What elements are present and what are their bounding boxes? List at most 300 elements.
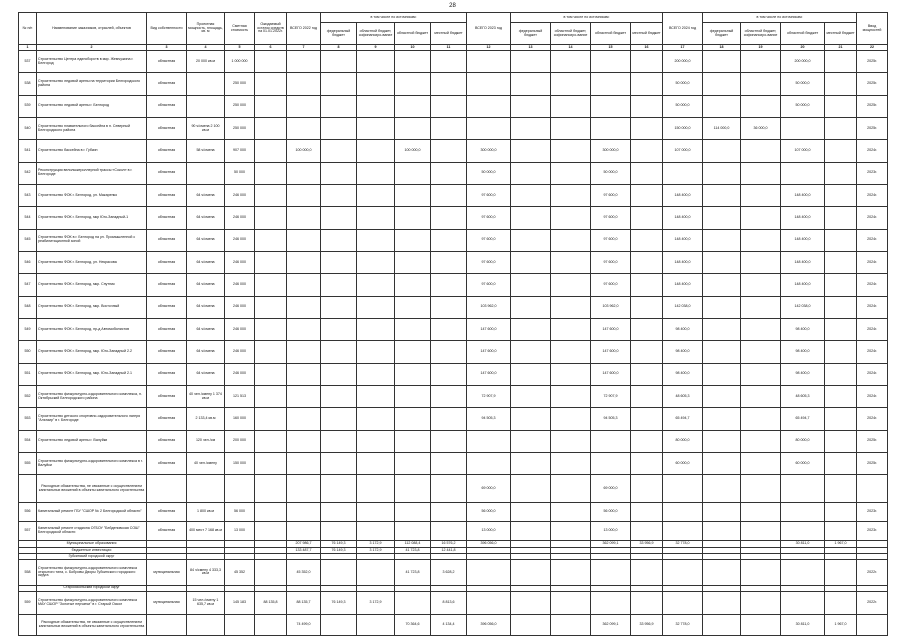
row-number: 540	[19, 117, 37, 139]
row-owner: областная	[147, 229, 187, 251]
row-cost: 50 000	[225, 162, 255, 184]
row-remaining	[255, 341, 287, 363]
page-number: 28	[449, 3, 456, 9]
federal-2024	[703, 229, 741, 251]
commission-year: 2025г.	[857, 95, 888, 117]
local-2022	[431, 363, 467, 385]
regional-2024: 50 000,0	[781, 73, 825, 95]
regional-2023: 50 000,0	[591, 162, 631, 184]
total-2022	[287, 318, 321, 340]
regional-2022	[395, 430, 431, 452]
col-index: 18	[703, 45, 741, 51]
federal-2022: 76 149,3	[321, 591, 357, 614]
total-2024: 50 000,0	[663, 95, 703, 117]
total-2024: 148 400,0	[663, 229, 703, 251]
total-2023: 97 600,0	[467, 274, 511, 296]
table-row	[19, 318, 888, 340]
federal-2023	[511, 452, 551, 475]
total-2022	[287, 385, 321, 407]
regional-cofin-2022	[357, 274, 395, 296]
regional-cofin-2024	[741, 73, 781, 95]
total-2024: 148 400,0	[663, 274, 703, 296]
local-2024	[825, 363, 857, 385]
federal-2023	[511, 117, 551, 139]
spend-obligations-mun-row	[19, 614, 888, 635]
regional-2024: 148 400,0	[781, 274, 825, 296]
regional-2024: 60 000,0	[781, 452, 825, 475]
regional-2023: 97 600,0	[591, 229, 631, 251]
row-cost: 246 000	[225, 296, 255, 318]
commission-year: 2025г.	[857, 430, 888, 452]
row-number: 543	[19, 184, 37, 206]
regional-cofin-2022	[357, 452, 395, 475]
row-owner: областная	[147, 184, 187, 206]
total-2022: 133 487,7	[287, 547, 321, 553]
table-row	[19, 296, 888, 318]
row-owner: областная	[147, 452, 187, 475]
table-row	[19, 229, 888, 251]
regional-2022	[395, 296, 431, 318]
total-2024: 148 400,0	[663, 251, 703, 273]
investment-table	[18, 12, 888, 636]
regional-2024: 107 000,0	[781, 140, 825, 162]
row-name: Строительство ФОК г. Белгород, ул. Некрасова	[37, 251, 147, 273]
regional-2023: 69 000,0	[591, 475, 631, 502]
regional-2023: 97 600,0	[591, 274, 631, 296]
local-2024	[825, 341, 857, 363]
col-index: 13	[511, 45, 551, 51]
local-2022	[431, 296, 467, 318]
total-2022	[287, 452, 321, 475]
federal-2022	[321, 452, 357, 475]
regional-cofin-2022	[357, 51, 395, 73]
local-2023	[631, 140, 663, 162]
total-2024: 142 038,0	[663, 296, 703, 318]
local-2022: 4 134,4	[431, 614, 467, 635]
local-2022: 3 628,2	[431, 560, 467, 585]
regional-2022	[395, 274, 431, 296]
district-name: Губкинский городской округ	[37, 554, 147, 560]
sources-2023: в том числе по источникам:	[511, 13, 663, 23]
row-owner: областная	[147, 363, 187, 385]
col-index: 6	[255, 45, 287, 51]
row-cost: 246 000	[225, 251, 255, 273]
regional-cofin-2023	[551, 430, 591, 452]
col-remaining: Ожидаемый остаток средств на 01.01.2022г.	[255, 13, 287, 45]
regional-cofin-2023	[551, 207, 591, 229]
commission-year: 2025г.	[857, 452, 888, 475]
commission-year: 2024г.	[857, 229, 888, 251]
federal-2024	[703, 274, 741, 296]
local-2022	[431, 207, 467, 229]
federal-2024	[703, 296, 741, 318]
local-2024	[825, 117, 857, 139]
commission-year: 2024г.	[857, 274, 888, 296]
col-index: 16	[631, 45, 663, 51]
col-regional-2023: областной бюджет	[591, 23, 631, 45]
regional-2023: 13 000,0	[591, 521, 631, 540]
row-capacity: 64 ч/смена	[187, 184, 225, 206]
col-index: 9	[357, 45, 395, 51]
table-row	[19, 117, 888, 139]
total-2022	[287, 296, 321, 318]
total-2023: 69 000,0	[467, 475, 511, 502]
regional-2024: 30 811,0	[781, 614, 825, 635]
table-row	[19, 408, 888, 430]
row-number: 557	[19, 521, 37, 540]
row-number: 549	[19, 318, 37, 340]
total-2022	[287, 408, 321, 430]
row-remaining	[255, 95, 287, 117]
row-remaining	[255, 296, 287, 318]
row-name: Строительство физкультурно-оздоровительного комплекса МАУ СШОР "Золотые перчатки" в г. Старый Оскол	[37, 591, 147, 614]
row-name: Капитальный ремонт стадиона ОГБОУ "Бейденовская СОШ" Белгородской области	[37, 521, 147, 540]
regional-2023	[591, 452, 631, 475]
table-row	[19, 95, 888, 117]
row-owner: областная	[147, 430, 187, 452]
total-2023	[467, 73, 511, 95]
regional-2023: 97 600,0	[591, 251, 631, 273]
local-2023	[631, 341, 663, 363]
col-regional-cofin-2023: областной бюджет, софинансиро-вание	[551, 23, 591, 45]
regional-cofin-2024	[741, 363, 781, 385]
federal-2024	[703, 162, 741, 184]
row-capacity: 40 чел./смену 1 374 кв.м	[187, 385, 225, 407]
commission-year: 2025г.	[857, 51, 888, 73]
federal-2024	[703, 363, 741, 385]
row-remaining: 88 135,8	[255, 591, 287, 614]
total-2024: 200 000,0	[663, 51, 703, 73]
col-total-2023: ВСЕГО 2023 год	[467, 13, 511, 45]
federal-2024	[703, 95, 741, 117]
row-name: Строительство ледовой арены г. Белгород	[37, 95, 147, 117]
row-capacity: 84 ч/смену 4 333,3 кв.м	[187, 560, 225, 585]
federal-2022: 76 149,3	[321, 547, 357, 553]
local-2024	[825, 51, 857, 73]
row-name: Строительство Центра единоборств в мкр. Жемчужина г. Белгород	[37, 51, 147, 73]
regional-2022	[395, 385, 431, 407]
table-row	[19, 341, 888, 363]
row-cost: 121 513	[225, 385, 255, 407]
local-2022: 8 813,6	[431, 591, 467, 614]
federal-2023	[511, 318, 551, 340]
federal-2022	[321, 296, 357, 318]
row-cost: 246 000	[225, 207, 255, 229]
row-name: Строительство ледовой арены на территории Белгородского района	[37, 73, 147, 95]
row-owner: областная	[147, 296, 187, 318]
row-number: 538	[19, 73, 37, 95]
row-owner: областная	[147, 207, 187, 229]
local-2024	[825, 95, 857, 117]
regional-cofin-2022	[357, 95, 395, 117]
col-regional-2024: областной бюджет	[781, 23, 825, 45]
regional-cofin-2024	[741, 408, 781, 430]
federal-2023	[511, 51, 551, 73]
federal-2023	[511, 274, 551, 296]
row-capacity: 1 800 кв.м	[187, 502, 225, 521]
regional-2024: 148 400,0	[781, 251, 825, 273]
row-owner: областная	[147, 140, 187, 162]
row-number: 550	[19, 341, 37, 363]
local-2024	[825, 452, 857, 475]
federal-2024	[703, 452, 741, 475]
row-name: Строительство ФОК г. Белгород, мкр Юго-Западный-1	[37, 207, 147, 229]
total-2022	[287, 341, 321, 363]
local-2022	[431, 318, 467, 340]
federal-2024	[703, 341, 741, 363]
table-row	[19, 560, 888, 585]
col-index: 5	[225, 45, 255, 51]
regional-2024: 148 400,0	[781, 229, 825, 251]
federal-2022	[321, 385, 357, 407]
local-2024	[825, 184, 857, 206]
regional-cofin-2022	[357, 318, 395, 340]
row-name: Строительство физкультурно-оздоровительного комплекса открытого типа, с. Бобровы Дворы Губкинского городского округа	[37, 560, 147, 585]
regional-cofin-2023	[551, 251, 591, 273]
col-index: 10	[395, 45, 431, 51]
row-name: Строительство ФОК г. Белгород, мкр. Юго-Западный 2.1	[37, 363, 147, 385]
table-row	[19, 591, 888, 614]
commission-year: 2023г.	[857, 502, 888, 521]
table-row	[19, 502, 888, 521]
row-name: Строительство плавательного бассейна в п. Северный Белгородского района	[37, 117, 147, 139]
row-cost: 150 000	[225, 452, 255, 475]
regional-cofin-2024	[741, 341, 781, 363]
regional-2022	[395, 184, 431, 206]
total-2022: 207 986,7	[287, 540, 321, 547]
federal-2023	[511, 95, 551, 117]
total-2022: 45 352,0	[287, 560, 321, 585]
row-remaining	[255, 229, 287, 251]
total-2024: 98 400,0	[663, 318, 703, 340]
regional-cofin-2023	[551, 408, 591, 430]
row-number: 542	[19, 162, 37, 184]
commission-year: 2024г.	[857, 251, 888, 273]
col-index: 17	[663, 45, 703, 51]
regional-2024: 98 400,0	[781, 363, 825, 385]
table-row	[19, 363, 888, 385]
row-remaining	[255, 117, 287, 139]
regional-cofin-2024	[741, 162, 781, 184]
federal-2024	[703, 73, 741, 95]
row-remaining	[255, 430, 287, 452]
col-capacity: Проектная мощность, площадь, кв. м	[187, 13, 225, 45]
regional-cofin-2024	[741, 274, 781, 296]
federal-2024	[703, 51, 741, 73]
row-number: 553	[19, 408, 37, 430]
row-cost: 200 000	[225, 430, 255, 452]
col-total-2024: ВСЕГО 2024 год	[663, 13, 703, 45]
row-number: 545	[19, 229, 37, 251]
regional-2024: 148 400,0	[781, 184, 825, 206]
row-remaining	[255, 140, 287, 162]
local-2024: 1 967,0	[825, 614, 857, 635]
regional-2022	[395, 452, 431, 475]
local-2022	[431, 251, 467, 273]
local-2024	[825, 274, 857, 296]
federal-2023	[511, 207, 551, 229]
total-2023: 97 600,0	[467, 207, 511, 229]
total-2023: 103 962,0	[467, 296, 511, 318]
row-capacity: 58 ч/смена	[187, 140, 225, 162]
local-2024	[825, 140, 857, 162]
regional-2022	[395, 207, 431, 229]
row-cost: 160 000	[225, 408, 255, 430]
regional-cofin-2022	[357, 385, 395, 407]
local-2023	[631, 229, 663, 251]
federal-2023	[511, 140, 551, 162]
row-name: Строительство ФОК г. Белгород, ул. Макаренко	[37, 184, 147, 206]
local-2022: 12 441,8	[431, 547, 467, 553]
local-2023	[631, 408, 663, 430]
regional-2024: 30 811,0	[781, 540, 825, 547]
row-capacity	[187, 73, 225, 95]
row-number: 554	[19, 430, 37, 452]
row-owner: областная	[147, 341, 187, 363]
district-name: Старооскольский городской округ	[37, 585, 147, 591]
regional-cofin-2024	[741, 184, 781, 206]
col-index: 2	[37, 45, 147, 51]
federal-2022	[321, 408, 357, 430]
total-2023	[467, 51, 511, 73]
row-remaining	[255, 408, 287, 430]
local-2023: 33 956,9	[631, 540, 663, 547]
local-2023	[631, 363, 663, 385]
col-no: № п/п	[19, 13, 37, 45]
regional-2023	[591, 51, 631, 73]
regional-cofin-2023	[551, 341, 591, 363]
spend-obligations-row	[19, 475, 888, 502]
federal-2023	[511, 408, 551, 430]
local-2022	[431, 117, 467, 139]
federal-2022	[321, 162, 357, 184]
row-name: Строительство ФОК г. Белгород, мкр. Восточный	[37, 296, 147, 318]
row-capacity: 64 ч/смена	[187, 341, 225, 363]
table-row	[19, 521, 888, 540]
row-capacity: 64 ч/смена	[187, 207, 225, 229]
federal-2023	[511, 73, 551, 95]
table-row	[19, 385, 888, 407]
row-capacity: 120 чел./см	[187, 430, 225, 452]
col-local-2022: местный бюджет	[431, 23, 467, 45]
total-2023: 97 600,0	[467, 184, 511, 206]
regional-2022: 112 088,4	[395, 540, 431, 547]
row-owner: областная	[147, 162, 187, 184]
row-name: Строительство ФОК г. Белгород, пр-д Автомобилистов	[37, 318, 147, 340]
row-capacity	[187, 95, 225, 117]
local-2024	[825, 318, 857, 340]
regional-cofin-2022	[357, 140, 395, 162]
row-name: Строительство детского спортивно-оздоровительного лагеря "Альтаир" в г. Белгороде	[37, 408, 147, 430]
col-owner: Вид собственности	[147, 13, 187, 45]
row-remaining	[255, 207, 287, 229]
regional-2022	[395, 363, 431, 385]
row-owner: областная	[147, 73, 187, 95]
col-index: 15	[591, 45, 631, 51]
row-cost: 250 000	[225, 117, 255, 139]
local-2023	[631, 385, 663, 407]
row-owner: областная	[147, 117, 187, 139]
total-2022	[287, 363, 321, 385]
total-2023	[467, 452, 511, 475]
regional-cofin-2022: 3 172,9	[357, 547, 395, 553]
table-row	[19, 140, 888, 162]
row-cost: 13 000	[225, 521, 255, 540]
regional-2023: 56 000,0	[591, 502, 631, 521]
total-2023: 396 056,0	[467, 540, 511, 547]
table-row	[19, 251, 888, 273]
federal-2022	[321, 318, 357, 340]
commission-year: 2024г.	[857, 296, 888, 318]
row-cost: 145 183	[225, 591, 255, 614]
local-2024	[825, 296, 857, 318]
local-2023	[631, 73, 663, 95]
regional-2024: 142 038,0	[781, 296, 825, 318]
total-2022	[287, 207, 321, 229]
row-name: Капитальный ремонт ГБУ "СШОР № 2 Белгородской области"	[37, 502, 147, 521]
total-2022: 74 499,0	[287, 614, 321, 635]
table-row	[19, 452, 888, 475]
federal-2022	[321, 184, 357, 206]
total-2024: 150 000,0	[663, 117, 703, 139]
local-2022: 16 576,2	[431, 540, 467, 547]
row-name: Реконструкция велолыжероллерной трассы «Сокол» в г. Белгороде	[37, 162, 147, 184]
local-2022	[431, 162, 467, 184]
local-2024	[825, 207, 857, 229]
federal-2024: 114 000,0	[703, 117, 741, 139]
federal-2024	[703, 140, 741, 162]
commission-year: 2022г.	[857, 560, 888, 585]
total-2024: 148 400,0	[663, 207, 703, 229]
regional-2022: 41 723,8	[395, 560, 431, 585]
federal-2024	[703, 408, 741, 430]
regional-cofin-2023	[551, 318, 591, 340]
row-capacity: 64 ч/смена	[187, 296, 225, 318]
federal-2022	[321, 430, 357, 452]
total-2022: 100 000,0	[287, 140, 321, 162]
local-2024: 1 967,0	[825, 540, 857, 547]
regional-cofin-2022	[357, 73, 395, 95]
federal-2023	[511, 184, 551, 206]
total-2024: 48 605,3	[663, 385, 703, 407]
row-capacity: 400 мест 7 168 кв.м	[187, 521, 225, 540]
federal-2023	[511, 341, 551, 363]
regional-2022	[395, 51, 431, 73]
local-2023	[631, 430, 663, 452]
row-number: 558	[19, 560, 37, 585]
row-remaining	[255, 73, 287, 95]
row-number: 541	[19, 140, 37, 162]
row-remaining	[255, 318, 287, 340]
local-2022	[431, 140, 467, 162]
commission-year: 2024г.	[857, 385, 888, 407]
regional-cofin-2023	[551, 162, 591, 184]
federal-2022: 76 149,3	[321, 540, 357, 547]
total-2023: 147 600,0	[467, 318, 511, 340]
regional-cofin-2024	[741, 385, 781, 407]
col-total-2022: ВСЕГО 2022 год	[287, 13, 321, 45]
row-capacity	[187, 162, 225, 184]
federal-2023	[511, 229, 551, 251]
local-2023: 33 956,9	[631, 614, 663, 635]
commission-year: 2024г.	[857, 140, 888, 162]
regional-2023	[591, 73, 631, 95]
regional-2022	[395, 251, 431, 273]
regional-cofin-2024	[741, 95, 781, 117]
local-2022	[431, 408, 467, 430]
row-name: бюджетные инвестиции	[37, 547, 147, 553]
table-row	[19, 51, 888, 73]
